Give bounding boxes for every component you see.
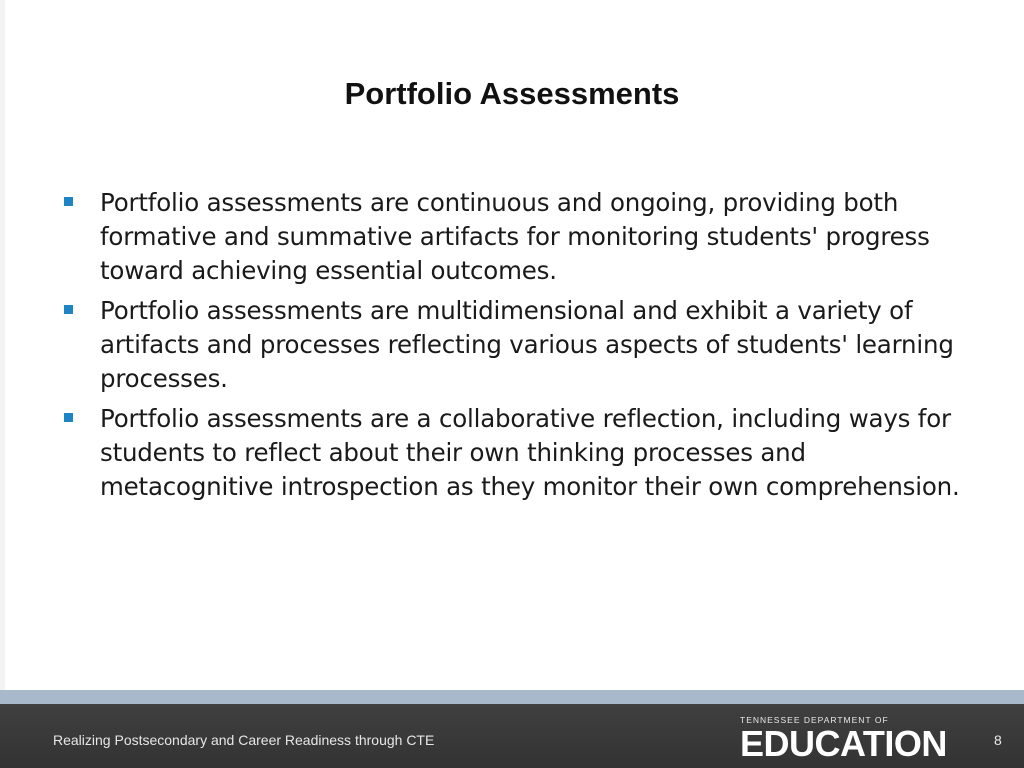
bullet-text: Portfolio assessments are multidimensional and exhibit a variety of artifacts and processes reflecting various aspects of students' learning processes. [100, 296, 954, 393]
footer-text: Realizing Postsecondary and Career Readiness through CTE [53, 732, 435, 748]
slide-title: Portfolio Assessments [344, 76, 680, 111]
bullet-text: Portfolio assessments are continuous and ongoing, providing both formative and summative artifacts for monitoring students' progress toward achieving essential outcomes. [100, 188, 930, 285]
logo-subtitle: TENNESSEE DEPARTMENT OF [740, 715, 889, 725]
logo-wordmark: EDUCATION [740, 723, 947, 764]
bullet-item [60, 402, 975, 504]
page-number: 8 [994, 732, 1002, 748]
square-bullet-icon [64, 197, 73, 206]
square-bullet-icon [64, 413, 73, 422]
bullet-list [60, 186, 975, 510]
bullet-text: Portfolio assessments are a collaborative reflection, including ways for students to reflect about their own thinking processes and metacognitive introspection as they monitor their own comprehension. [100, 404, 960, 501]
education-logo [740, 715, 970, 763]
square-bullet-icon [64, 305, 73, 314]
bullet-item [60, 294, 975, 396]
bullet-item [60, 186, 975, 288]
